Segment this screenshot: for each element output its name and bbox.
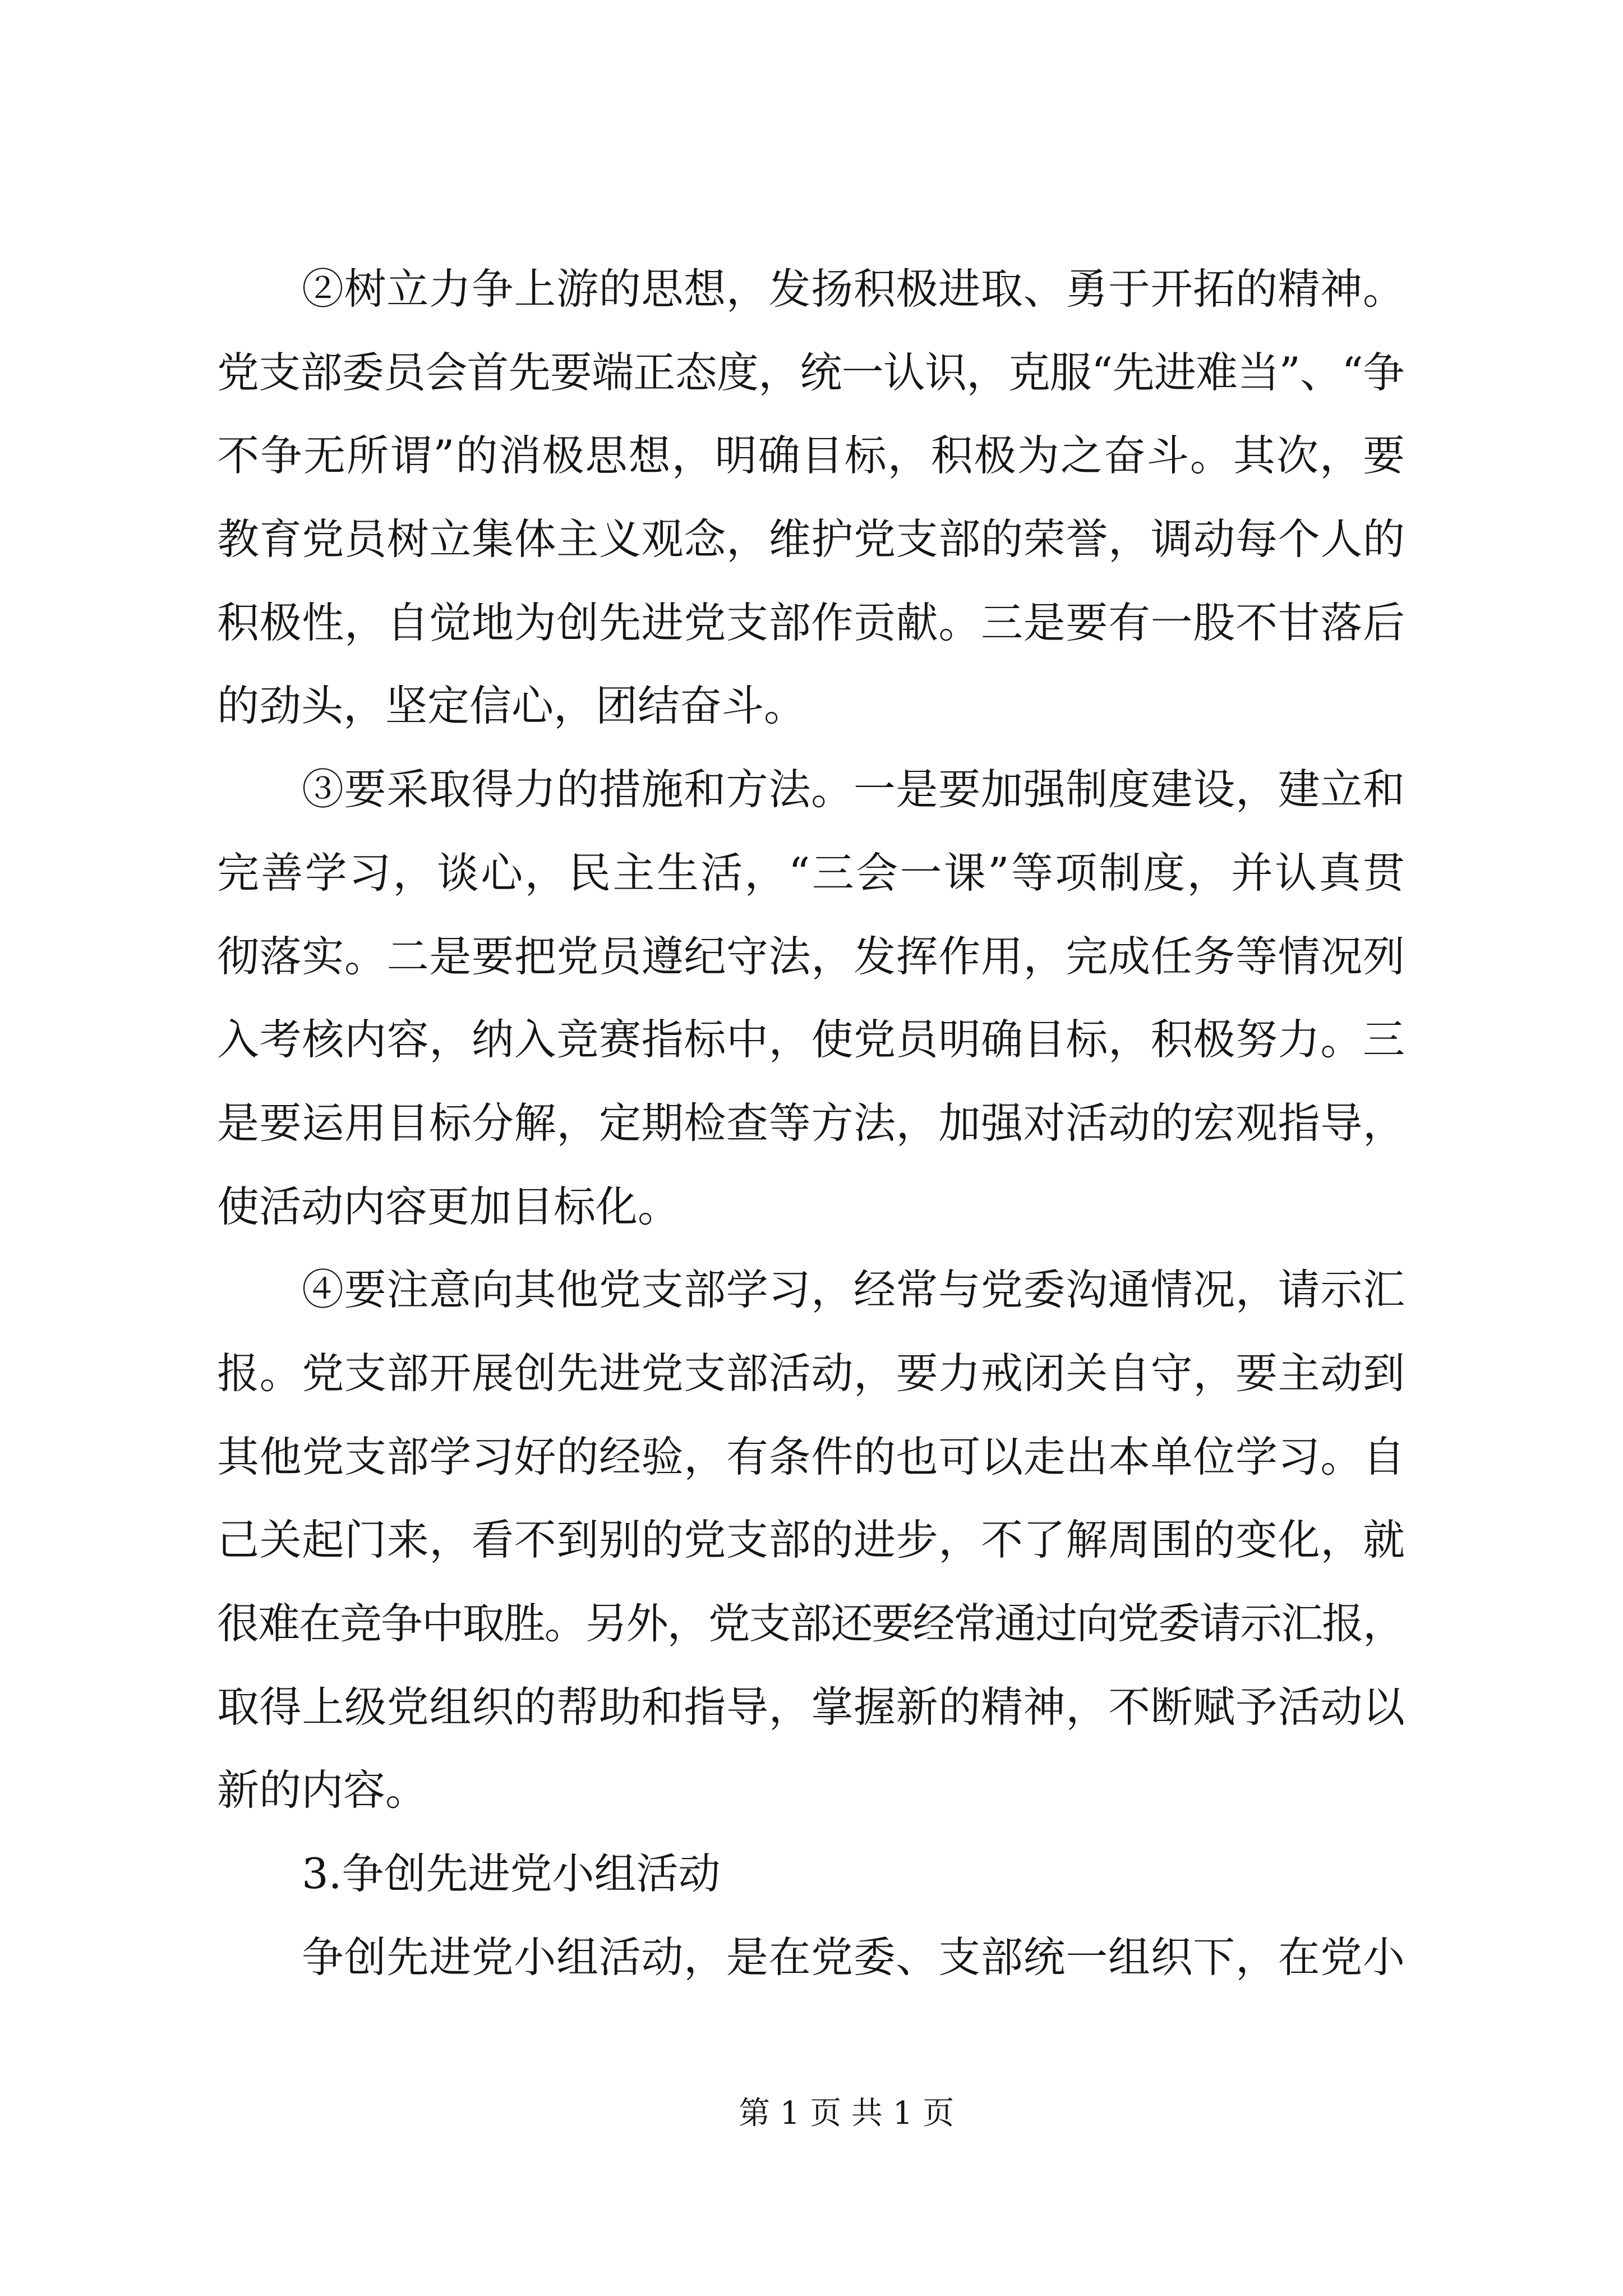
paragraph-item-2	[217, 247, 1405, 748]
text-line: 争创先进党小组活动，是在党委、支部统一组织下，在党小	[302, 1932, 1405, 1982]
text-line: 党支部委员会首先要端正态度，统一认识，克服“先进难当”、“争	[217, 347, 1405, 397]
paragraph-item-3	[217, 748, 1405, 1248]
text-line: ②树立力争上游的思想，发扬积极进取、勇于开拓的精神。	[302, 264, 1405, 314]
text-line: 彻落实。二是要把党员遵纪守法，发挥作用，完成任务等情况列	[217, 931, 1405, 981]
text-line: 的劲头，坚定信心，团结奋斗。	[217, 681, 806, 731]
text-line: 不争无所谓”的消极思想，明确目标，积极为之奋斗。其次，要	[217, 431, 1407, 481]
text-line: 是要运用目标分解，定期检查等方法，加强对活动的宏观指导，	[217, 1098, 1405, 1148]
text-line: 其他党支部学习好的经验，有条件的也可以走出本单位学习。自	[217, 1432, 1405, 1481]
section-heading	[217, 1832, 1405, 1916]
paragraph-section-intro	[217, 1916, 1405, 1999]
text-line: 使活动内容更加目标化。	[217, 1181, 680, 1231]
document-body	[217, 247, 1405, 1999]
text-line: ③要采取得力的措施和方法。一是要加强制度建设，建立和	[302, 765, 1405, 815]
text-line: 己关起门来，看不到别的党支部的进步，不了解周围的变化，就	[217, 1515, 1405, 1565]
text-line: 报。党支部开展创先进党支部活动，要力戒闭关自守，要主动到	[217, 1348, 1405, 1398]
text-line: 新的内容。	[217, 1765, 428, 1815]
section-heading-text: 3.争创先进党小组活动	[302, 1849, 721, 1899]
text-line: 很难在竞争中取胜。另外，党支部还要经常通过向党委请示汇报，	[217, 1599, 1404, 1648]
text-line: 积极性，自觉地为创先进党支部作贡献。三是要有一股不甘落后	[217, 597, 1405, 647]
text-line: 取得上级党组织的帮助和指导，掌握新的精神，不断赋予活动以	[217, 1682, 1405, 1732]
text-line: 教育党员树立集体主义观念，维护党支部的荣誉，调动每个人的	[217, 514, 1405, 564]
page-footer: 第 1 页 共 1 页	[739, 2095, 955, 2132]
text-line: 完善学习，谈心，民主生活，“三会一课”等项制度，并认真贯	[217, 848, 1407, 898]
text-line: ④要注意向其他党支部学习，经常与党委沟通情况，请示汇	[302, 1265, 1405, 1315]
paragraph-item-4	[217, 1248, 1405, 1832]
text-line: 入考核内容，纳入竞赛指标中，使党员明确目标，积极努力。三	[217, 1015, 1405, 1065]
